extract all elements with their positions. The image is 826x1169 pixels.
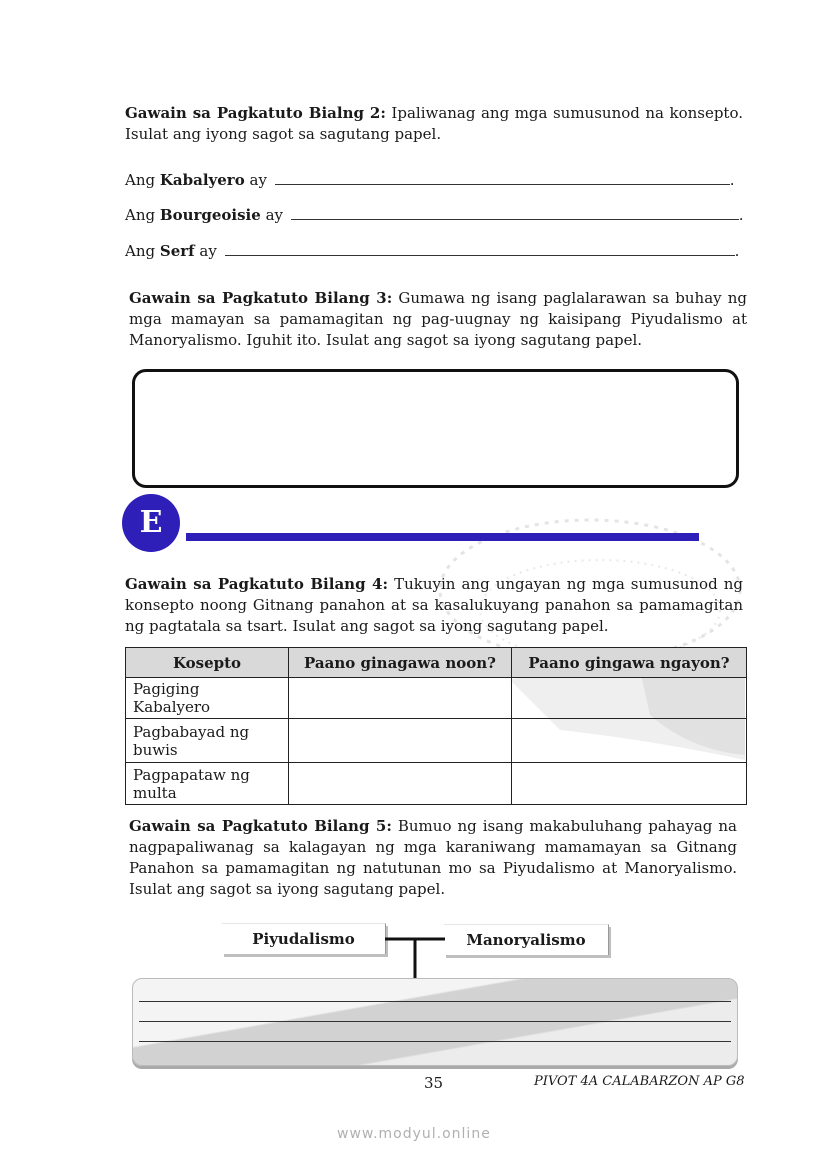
- gawain4-paragraph: [125, 574, 743, 637]
- answer-cell-ngayon[interactable]: [512, 763, 747, 805]
- definition-term: Bourgeoisie: [159, 206, 261, 224]
- section-divider-line: [186, 533, 699, 541]
- watermark: www.modyul.online: [337, 1126, 491, 1142]
- answer-blank[interactable]: [225, 242, 735, 256]
- source-label: PIVOT 4A CALABARZON AP G8: [534, 1074, 745, 1089]
- answer-cell-noon[interactable]: [289, 763, 512, 805]
- definition-suffix: ay: [265, 206, 284, 224]
- definition-prefix: Ang: [125, 171, 156, 189]
- piyudalismo-label: Piyudalismo: [222, 923, 386, 954]
- answer-cell-noon[interactable]: [289, 719, 512, 763]
- column-header: Paano gingawa ngayon?: [512, 648, 747, 678]
- definition-term: Serf: [159, 242, 195, 260]
- table-row: [126, 763, 747, 805]
- column-header: Paano ginagawa noon?: [289, 648, 512, 678]
- table-header-row: [126, 648, 747, 678]
- column-header: Kosepto: [126, 648, 289, 678]
- manoryalismo-label: Manoryalismo: [444, 924, 609, 955]
- row-concept: Pagiging Kabalyero: [126, 678, 289, 719]
- answer-line[interactable]: [139, 1041, 731, 1042]
- drawing-box[interactable]: [132, 369, 739, 488]
- answer-box[interactable]: [132, 978, 738, 1066]
- answer-cell-ngayon[interactable]: [512, 719, 747, 763]
- gawain2-title: Gawain sa Pagkatuto Bialng 2:: [125, 104, 386, 122]
- gawain5-title: Gawain sa Pagkatuto Bilang 5:: [129, 817, 392, 835]
- definition-line-kabalyero: Ang Kabalyero ay .: [125, 171, 735, 189]
- answer-blank[interactable]: [275, 171, 730, 185]
- answer-cell-ngayon[interactable]: [512, 678, 747, 719]
- gawain5-instruction: Bumuo ng isang makabuluhang pahayag na nagpapaliwanag sa kalagayan ng mga karaniwang mamamayan sa Gitnang Panahon sa pamamagitan ng natutunan mo sa Piyudalismo at Manoryalismo. Isulat ang sagot sa iyong sagutang papel.: [129, 817, 737, 898]
- definition-line-bourgeoisie: Ang Bourgeoisie ay .: [125, 206, 744, 224]
- answer-blank[interactable]: [291, 206, 739, 220]
- table-row: [126, 719, 747, 763]
- page-number: 35: [424, 1074, 444, 1092]
- answer-line[interactable]: [139, 1001, 731, 1002]
- gawain3-title: Gawain sa Pagkatuto Bilang 3:: [129, 289, 393, 307]
- row-concept: Pagpapataw ng multa: [126, 763, 289, 805]
- definition-suffix: ay: [249, 171, 267, 189]
- gawain3-paragraph: [129, 288, 747, 351]
- connector-diagram: [385, 934, 447, 979]
- definition-prefix: Ang: [125, 206, 156, 224]
- gawain3-instruction: Gumawa ng isang paglalarawan sa buhay ng mga mamayan sa pamamagitan ng pag-uugnay ng kaisipang Piyudalismo at Manoryalismo. Iguhit ito. Isulat ang sagot sa iyong sagutang papel.: [129, 289, 747, 349]
- definition-term: Kabalyero: [159, 171, 245, 189]
- table-row: [126, 678, 747, 719]
- comparison-table: [125, 647, 747, 805]
- section-e-badge: E: [122, 494, 180, 552]
- answer-cell-noon[interactable]: [289, 678, 512, 719]
- gawain2-instruction: Ipaliwanag ang mga sumusunod na konsepto. Isulat ang iyong sagot sa sagutang papel.: [125, 104, 743, 143]
- definition-prefix: Ang: [125, 242, 156, 260]
- gawain5-paragraph: [129, 816, 737, 900]
- answer-line[interactable]: [139, 1021, 731, 1022]
- definition-line-serf: Ang Serf ay .: [125, 242, 740, 260]
- row-concept: Pagbabayad ng buwis: [126, 719, 289, 763]
- gawain4-title: Gawain sa Pagkatuto Bilang 4:: [125, 575, 389, 593]
- gawain2-paragraph: [125, 103, 743, 145]
- definition-suffix: ay: [199, 242, 217, 260]
- gawain4-instruction: Tukuyin ang ungayan ng mga sumusunod ng konsepto noong Gitnang panahon at sa kasalukuyang panahon sa pamamagitan ng pagtatala sa tsart. Isulat ang sagot sa iyong sagutang papel.: [125, 575, 743, 635]
